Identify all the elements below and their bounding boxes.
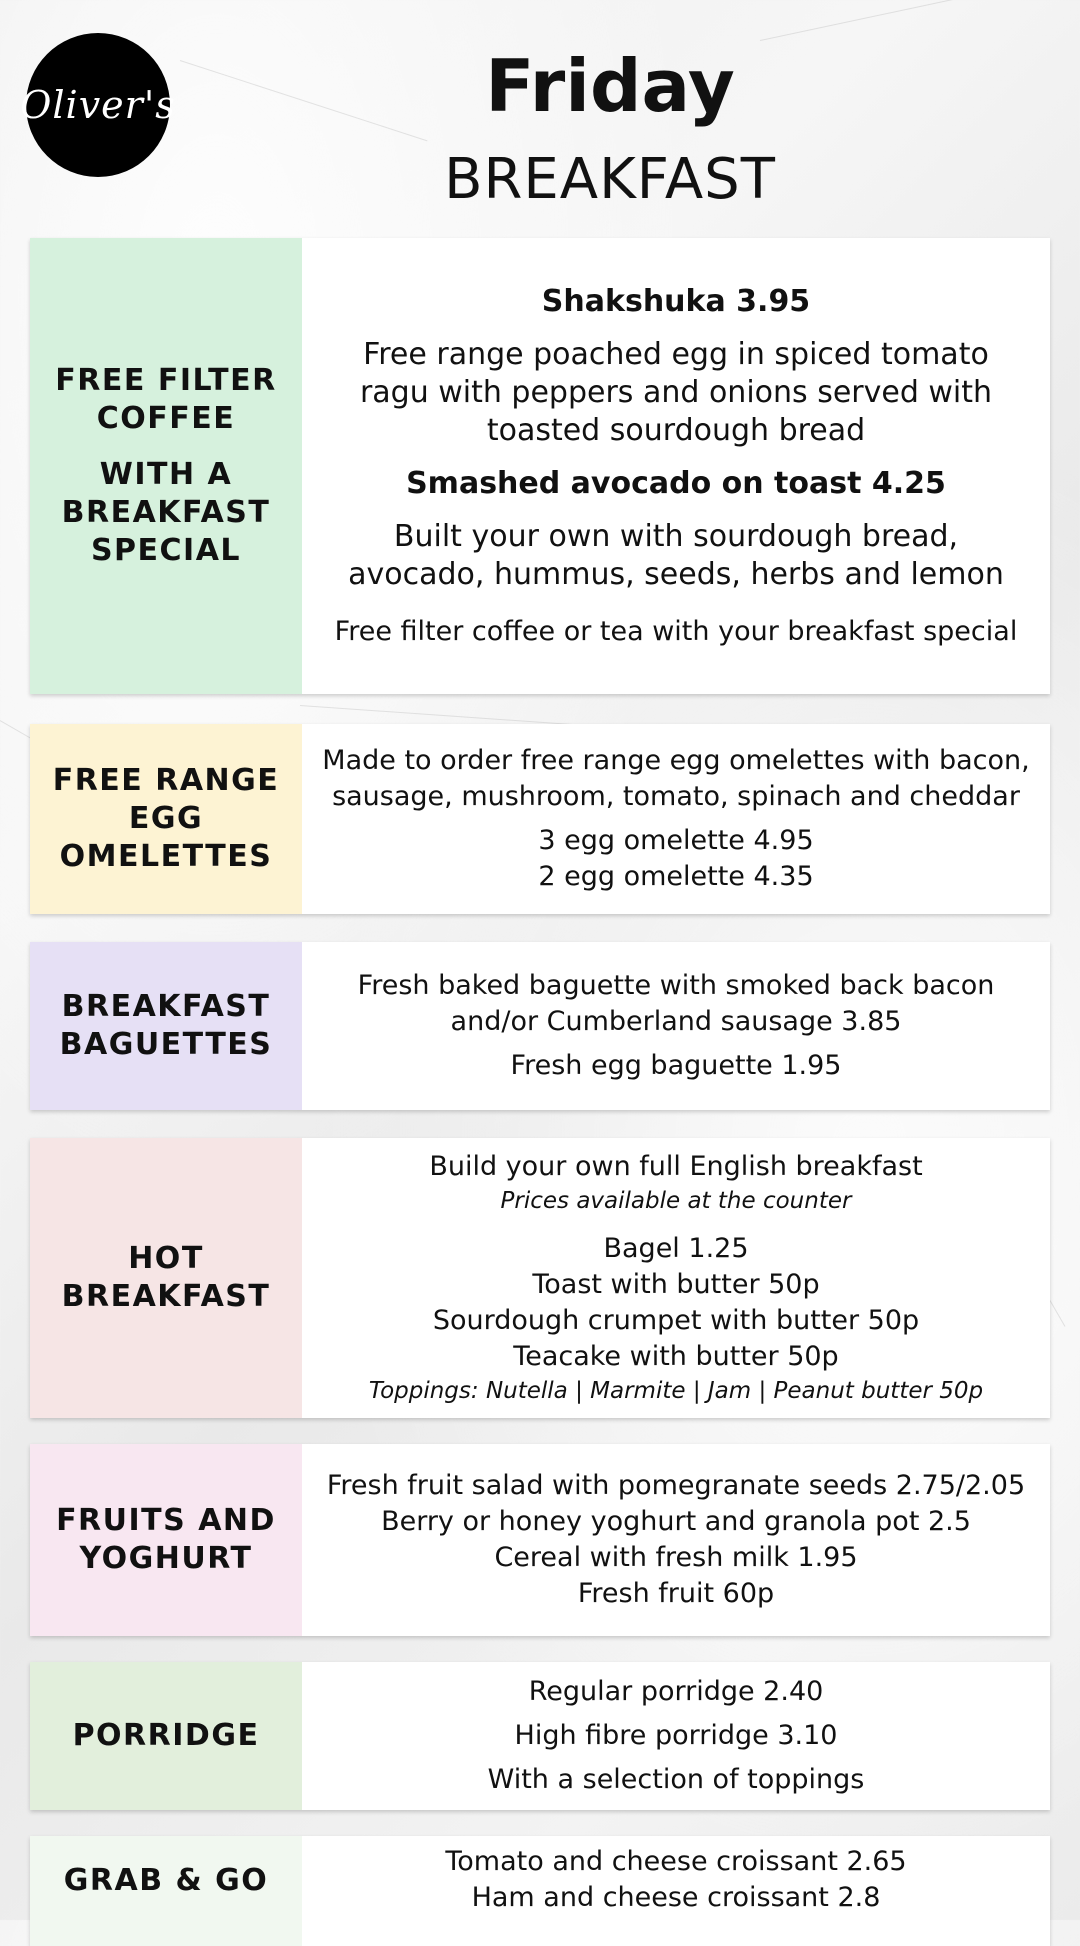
section-label: HOT BREAKFAST — [30, 1138, 302, 1418]
section-content — [302, 1444, 1050, 1636]
section-content — [302, 724, 1050, 914]
section-content — [302, 1836, 1050, 1946]
menu-item: Tomato and cheese croissant 2.65 — [445, 1846, 907, 1877]
menu-item: Bagel 1.25 — [603, 1233, 749, 1264]
menu-note: Free filter coffee or tea with your breakfast special — [334, 616, 1018, 647]
label-line: FREE FILTER COFFEE — [55, 363, 277, 436]
menu-item: Regular porridge 2.40 — [528, 1676, 824, 1707]
menu-note: Toppings: Nutella | Marmite | Jam | Peanut butter 50p — [368, 1378, 984, 1404]
menu-item: Fresh egg baguette 1.95 — [510, 1050, 842, 1081]
section-label: PORRIDGE — [30, 1662, 302, 1810]
section-label — [30, 238, 302, 694]
meal-title: BREAKFAST — [444, 147, 776, 212]
menu-item: High fibre porridge 3.10 — [514, 1720, 838, 1751]
menu-item: With a selection of toppings — [487, 1764, 865, 1795]
menu-item: Teacake with butter 50p — [513, 1341, 839, 1372]
menu-item: Fresh fruit salad with pomegranate seeds 2.75/2.05 — [326, 1470, 1026, 1501]
menu-item-title: Shakshuka 3.95 — [541, 284, 811, 319]
menu-item: 2 egg omelette 4.35 — [538, 861, 814, 892]
menu-item: Fresh baked baguette with smoked back bacon and/or Cumberland sausage 3.85 — [357, 970, 995, 1037]
page-title: Friday — [485, 44, 735, 128]
section-content — [302, 1138, 1050, 1418]
menu-note: Prices available at the counter — [500, 1188, 852, 1214]
marble-vein — [1050, 1300, 1066, 1326]
menu-item-description: Made to order free range egg omelettes with bacon, sausage, mushroom, tomato, spinach and cheddar — [322, 745, 1030, 812]
menu-item: Ham and cheese croissant 2.8 — [471, 1882, 881, 1913]
section-label: FRUITS AND YOGHURT — [30, 1444, 302, 1636]
section-content — [302, 942, 1050, 1110]
section-label: FREE RANGE EGG OMELETTES — [30, 724, 302, 914]
menu-item-description: Free range poached egg in spiced tomato ragu with peppers and onions served with toasted sourdough bread — [359, 337, 993, 448]
section-breakfast-special — [30, 238, 1050, 694]
menu-item-title: Smashed avocado on toast 4.25 — [406, 466, 946, 501]
section-baguettes — [30, 942, 1050, 1110]
section-fruits-yoghurt — [30, 1444, 1050, 1636]
section-omelettes — [30, 724, 1050, 914]
section-grab-and-go — [30, 1836, 1050, 1946]
section-porridge — [30, 1662, 1050, 1810]
section-content — [302, 238, 1050, 694]
section-label: GRAB & GO — [30, 1836, 302, 1946]
section-label: BREAKFAST BAGUETTES — [30, 942, 302, 1110]
label-line: WITH A BREAKFAST SPECIAL — [61, 457, 271, 568]
menu-item-description: Built your own with sourdough bread, avocado, hummus, seeds, herbs and lemon — [348, 519, 1004, 592]
logo-text: Oliver's — [20, 83, 176, 127]
marble-vein — [760, 0, 1054, 41]
menu-item: Berry or honey yoghurt and granola pot 2.5 — [381, 1506, 971, 1537]
menu-item: Fresh fruit 60p — [577, 1578, 775, 1609]
menu-item: Cereal with fresh milk 1.95 — [494, 1542, 858, 1573]
menu-item: Sourdough crumpet with butter 50p — [432, 1305, 920, 1336]
menu-item: 3 egg omelette 4.95 — [538, 825, 814, 856]
section-content — [302, 1662, 1050, 1810]
menu-item: Toast with butter 50p — [532, 1269, 820, 1300]
menu-item: Build your own full English breakfast — [429, 1151, 923, 1182]
section-hot-breakfast — [30, 1138, 1050, 1418]
